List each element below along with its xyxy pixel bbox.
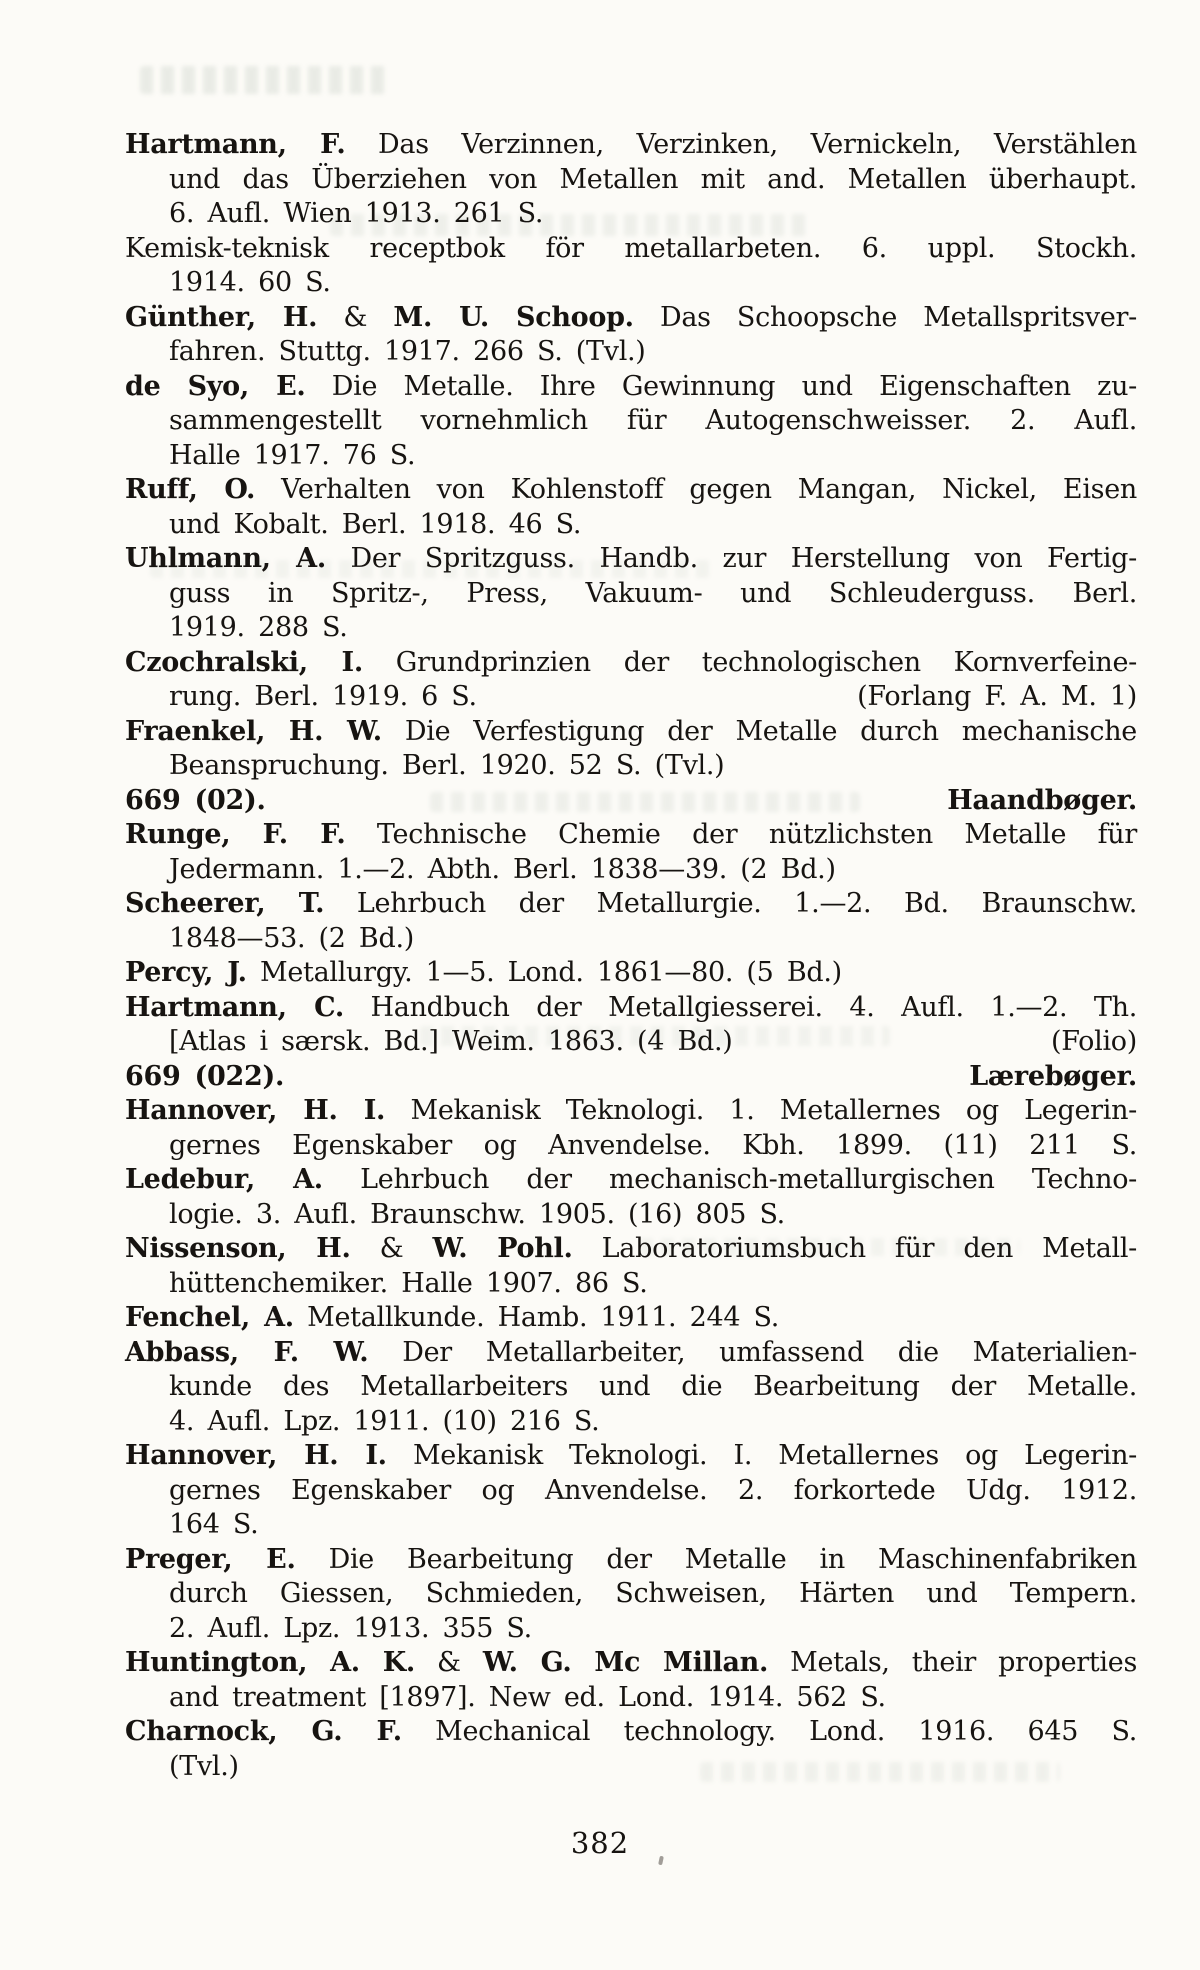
entry-text: 6. Aufl. Wien 1913. 261 S. <box>169 198 544 229</box>
entry-text: Technische Chemie der nützlichsten Metalle für <box>345 819 1137 850</box>
entry-text: Kemisk-teknisk receptbok för metallarbeten. 6. uppl. Stockh. <box>125 232 1137 264</box>
entry-line <box>125 542 1137 577</box>
author-name: Nissenson, H. <box>125 1233 351 1264</box>
entry-line <box>125 1543 1137 1578</box>
entry-text: Metallkunde. Hamb. 1911. 244 S. <box>293 1302 780 1333</box>
entry-line <box>125 749 1137 784</box>
author-name: Runge, F. F. <box>125 819 346 850</box>
entry-text: Handbuch der Metallgiesserei. 4. Aufl. 1.—2. Th. <box>343 991 1137 1023</box>
author-name: Abbass, F. W. <box>125 1336 369 1368</box>
author-name: 669 (02). <box>125 784 266 816</box>
entry-text: & <box>414 1647 483 1678</box>
author-name: Günther, H. <box>125 301 318 333</box>
right-aligned-text: (Forlang F. A. M. 1) <box>857 681 1137 712</box>
entry-line <box>125 1681 1137 1716</box>
entry-text: Mekanisk Teknologi. I. Metallernes og Legerin- <box>386 1440 1137 1471</box>
author-name: Hartmann, F. <box>125 129 346 160</box>
entry-text: Das Verzinnen, Verzinken, Vernickeln, Verstählen <box>345 129 1137 160</box>
right-aligned-text: (Folio) <box>1050 1026 1137 1057</box>
entry-text: Die Verfestigung der Metalle durch mechanische <box>381 715 1137 747</box>
entry-text: & <box>350 1233 433 1264</box>
entry-line <box>125 1025 1137 1060</box>
entry-line <box>125 1508 1137 1543</box>
entry-line <box>125 266 1137 301</box>
scan-artifact <box>140 66 390 94</box>
entry-line <box>125 439 1137 474</box>
entry-line <box>125 1094 1137 1129</box>
author-name: Huntington, A. K. <box>125 1647 415 1678</box>
scan-artifact <box>658 1856 664 1866</box>
author-name: 669 (022). <box>125 1060 285 1092</box>
entry-line <box>125 611 1137 646</box>
entry-line <box>125 1370 1137 1405</box>
line-left-part <box>125 1060 284 1095</box>
entry-text: 1914. 60 S. <box>169 267 331 298</box>
entry-text: Jedermann. 1.—2. Abth. Berl. 1838—39. (2 Bd.) <box>169 853 836 885</box>
entry-line <box>125 370 1137 405</box>
entry-text: and treatment [1897]. New ed. Lond. 1914. 562 S. <box>169 1681 886 1713</box>
right-aligned-text: Haandbøger. <box>947 784 1137 816</box>
author-name: Hartmann, C. <box>125 991 344 1023</box>
entry-line <box>125 1612 1137 1647</box>
entry-text: fahren. Stuttg. 1917. 266 S. (Tvl.) <box>169 336 646 367</box>
entry-line <box>125 1405 1137 1440</box>
entry-line <box>125 128 1137 163</box>
entry-line <box>125 1163 1137 1198</box>
entry-text: Lehrbuch der mechanisch-metallurgischen Techno- <box>322 1164 1138 1195</box>
entry-text: und das Überziehen von Metallen mit and. Metallen überhaupt. <box>169 163 1137 195</box>
entry-text: Metals, their properties <box>768 1647 1138 1678</box>
section-heading-line <box>125 1060 1137 1095</box>
section-heading-line <box>125 784 1137 819</box>
entry-line <box>125 646 1137 681</box>
author-name: Ruff, O. <box>125 474 256 505</box>
entry-text: sammengestellt vornehmlich für Autogenschweisser. 2. Aufl. <box>169 405 1137 436</box>
author-name: Scheerer, T. <box>125 888 325 919</box>
entry-text: Mechanical technology. Lond. 1916. 645 S. <box>401 1716 1137 1747</box>
entry-line <box>125 1439 1137 1474</box>
entry-text: hüttenchemiker. Halle 1907. 86 S. <box>169 1267 648 1299</box>
entry-text: kunde des Metallarbeiters und die Bearbeitung der Metalle. <box>169 1371 1137 1402</box>
entry-line <box>125 1267 1137 1302</box>
entry-text: Halle 1917. 76 S. <box>169 439 416 471</box>
entry-line <box>125 1750 1137 1785</box>
entry-line <box>125 232 1137 267</box>
right-aligned-text: Lærebøger. <box>969 1060 1137 1092</box>
author-name: Hannover, H. I. <box>125 1095 386 1126</box>
entry-text: 2. Aufl. Lpz. 1913. 355 S. <box>169 1612 532 1644</box>
entry-line <box>125 404 1137 439</box>
line-left-part <box>125 784 266 819</box>
author-name: Uhlmann, A. <box>125 543 326 574</box>
page-number: 382 <box>570 1826 630 1860</box>
entry-text: gernes Egenskaber og Anvendelse. 2. forkortede Udg. 1912. <box>169 1474 1137 1506</box>
author-name: M. U. Schoop. <box>393 301 634 333</box>
entry-line <box>125 1474 1137 1509</box>
entry-text: durch Giessen, Schmieden, Schweisen, Härten und Tempern. <box>169 1578 1137 1609</box>
entry-line <box>125 853 1137 888</box>
entry-line <box>125 335 1137 370</box>
entry-line <box>125 922 1137 957</box>
author-name: Charnock, G. F. <box>125 1716 402 1747</box>
author-name: de Syo, E. <box>125 370 306 402</box>
entry-text: Lehrbuch der Metallurgie. 1.—2. Bd. Braunschw. <box>324 888 1137 919</box>
author-name: Hannover, H. I. <box>125 1440 387 1471</box>
author-name: W. Pohl. <box>432 1233 573 1264</box>
entry-text: (Tvl.) <box>169 1750 239 1782</box>
entry-text: [Atlas i særsk. Bd.] Weim. 1863. (4 Bd.) <box>169 1026 733 1057</box>
line-left-part <box>169 1025 733 1060</box>
entry-text: Mekanisk Teknologi. 1. Metallernes og Legerin- <box>385 1095 1138 1126</box>
author-name: Preger, E. <box>125 1543 296 1575</box>
entry-text: 164 S. <box>169 1509 259 1540</box>
entry-text: logie. 3. Aufl. Braunschw. 1905. (16) 805 S. <box>169 1198 785 1230</box>
line-left-part <box>169 680 477 715</box>
entry-text: & <box>317 301 394 333</box>
entry-line <box>125 577 1137 612</box>
entry-line <box>125 1301 1137 1336</box>
author-name: Czochralski, I. <box>125 646 363 678</box>
entry-text: Grundprinzien der technologischen Kornverfeine- <box>362 646 1138 678</box>
entry-line <box>125 1232 1137 1267</box>
entry-line <box>125 508 1137 543</box>
entry-text: Metallurgy. 1—5. Lond. 1861—80. (5 Bd.) <box>246 957 842 988</box>
entry-line <box>125 818 1137 853</box>
entry-line <box>125 163 1137 198</box>
bibliography-text <box>125 128 1137 1784</box>
author-name: Ledebur, A. <box>125 1164 323 1195</box>
author-name: Fraenkel, H. W. <box>125 715 382 747</box>
entry-text: Das Schoopsche Metallspritsver- <box>633 301 1137 333</box>
entry-text: gernes Egenskaber og Anvendelse. Kbh. 1899. (11) 211 S. <box>169 1129 1137 1161</box>
entry-text: Der Metallarbeiter, umfassend die Materialien- <box>368 1336 1137 1368</box>
entry-line <box>125 1336 1137 1371</box>
entry-text: 1848—53. (2 Bd.) <box>169 922 414 954</box>
entry-text: Laboratoriumsbuch für den Metall- <box>572 1233 1137 1264</box>
entry-text: 1919. 288 S. <box>169 612 348 643</box>
entry-text: Die Metalle. Ihre Gewinnung und Eigenschaften zu- <box>305 370 1137 402</box>
entry-text: 4. Aufl. Lpz. 1911. (10) 216 S. <box>169 1405 600 1437</box>
entry-line <box>125 1198 1137 1233</box>
author-name: Percy, J. <box>125 957 247 988</box>
author-name: W. G. Mc Millan. <box>482 1647 769 1678</box>
entry-text: und Kobalt. Berl. 1918. 46 S. <box>169 508 582 540</box>
entry-line <box>125 1577 1137 1612</box>
entry-text: Die Bearbeitung der Metalle in Maschinenfabriken <box>295 1543 1137 1575</box>
entry-line <box>125 715 1137 750</box>
entry-line <box>125 473 1137 508</box>
entry-text: Verhalten von Kohlenstoff gegen Mangan, Nickel, Eisen <box>255 474 1137 505</box>
entry-line <box>125 680 1137 715</box>
entry-line <box>125 887 1137 922</box>
entry-line <box>125 197 1137 232</box>
entry-text: guss in Spritz-, Press, Vakuum- und Schleuderguss. Berl. <box>169 577 1137 609</box>
entry-line <box>125 1129 1137 1164</box>
entry-text: rung. Berl. 1919. 6 S. <box>169 681 477 712</box>
entry-line <box>125 1646 1137 1681</box>
entry-text: Beanspruchung. Berl. 1920. 52 S. (Tvl.) <box>169 750 725 781</box>
entry-line <box>125 301 1137 336</box>
entry-line <box>125 956 1137 991</box>
author-name: Fenchel, A. <box>125 1302 294 1333</box>
entry-line <box>125 991 1137 1026</box>
entry-line <box>125 1715 1137 1750</box>
entry-text: Der Spritzguss. Handb. zur Herstellung von Fertig- <box>325 543 1137 574</box>
